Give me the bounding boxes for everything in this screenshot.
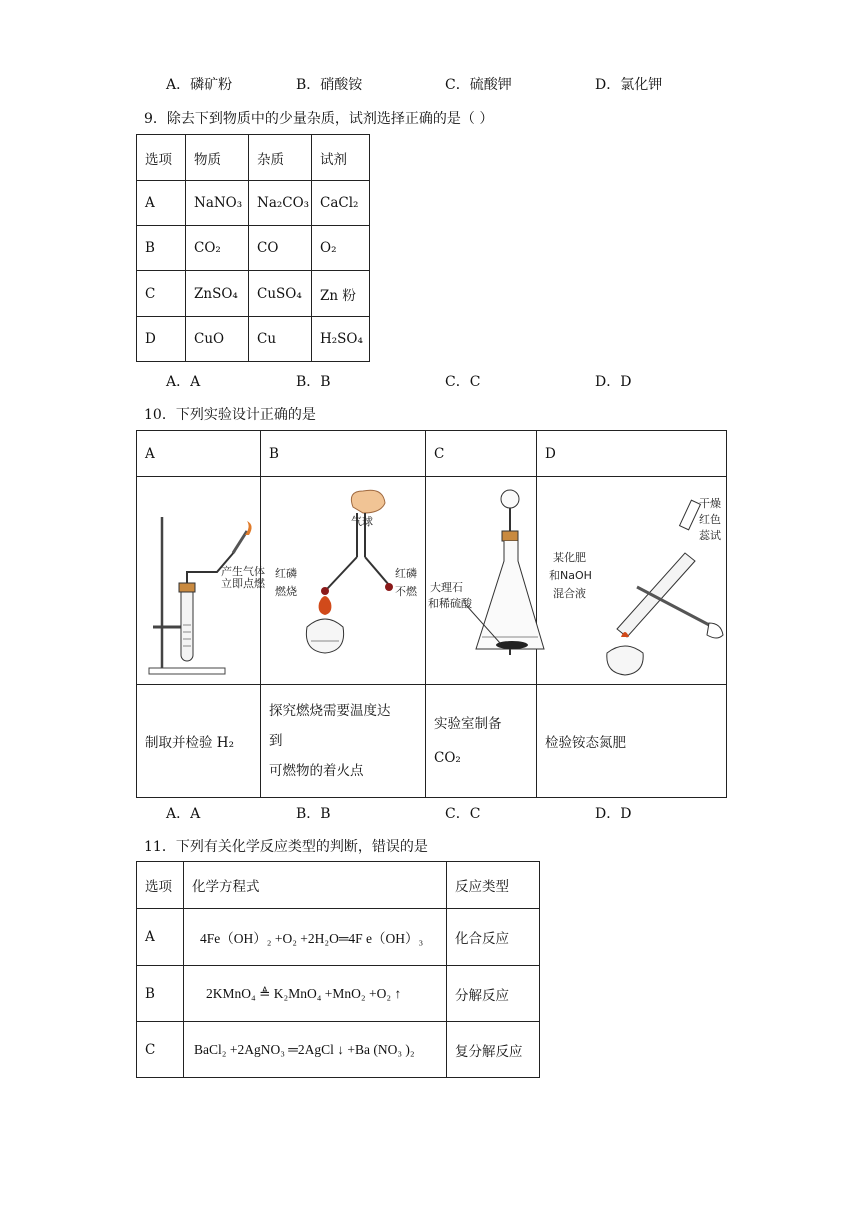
hand [707,623,723,638]
q9-cell: NaNO₃ [186,181,249,226]
q9-cell: CO [249,226,312,271]
q8-option-a: A．磷矿粉 [166,77,233,93]
q9-option-b: B．B [296,374,331,390]
stopper [179,583,195,592]
fig-d-label: 某化肥 [553,551,586,564]
fig-d-label: 和NaOH [549,569,592,582]
q10-header: B [261,431,426,477]
q10-desc-b-line: 可燃物的着火点 [269,763,364,779]
q11-cell: 化合反应 [447,909,540,966]
q11-cell: A [137,909,184,966]
q11-header: 选项 [137,862,184,909]
stand-base [149,668,225,674]
q9-cell: CuSO₄ [249,271,312,317]
q11-cell: B [137,966,184,1022]
alcohol-lamp [607,646,643,675]
q11-header: 化学方程式 [184,862,447,909]
q9-cell: O₂ [312,226,370,271]
table-row [137,226,370,271]
q10-desc-b-line: 探究燃烧需要温度达 [269,703,391,719]
q9-cell: H₂SO₄ [312,317,370,362]
q11-equation: 2KMnO₄ ≜ K₂MnO₄ +MnO₂ +O₂ ↑ [184,966,447,1022]
q11-table [136,861,540,1078]
q10-header-row [137,431,727,477]
q9-title: 9．除去下到物质中的少量杂质，试剂选择正确的是（ ） [144,111,494,127]
q9-option-a: A．A [166,374,201,390]
q9-cell: CuO [186,317,249,362]
fig-d-label: 红色 [699,513,721,526]
flame-icon [319,596,332,615]
funnel-bulb [501,490,519,508]
q9-cell: D [137,317,186,362]
fig-b-label: 红磷 [275,567,297,580]
q9-header-row [137,135,370,181]
table-row [137,317,370,362]
q9-cell: Cu [249,317,312,362]
q9-header: 杂质 [249,135,312,181]
fig-c-cell [426,477,537,685]
fig-d-cell [537,477,727,685]
q8-option-c: C．硫酸钾 [445,77,512,93]
q9-cell: CaCl₂ [312,181,370,226]
table-row [137,271,370,317]
q9-cell: B [137,226,186,271]
q9-option-d: D．D [595,374,632,390]
q10-header: A [137,431,261,477]
test-tube [181,587,193,661]
test-tube [617,553,695,637]
q10-desc-c-line: 实验室制备 [434,716,502,732]
q10-desc-b [261,685,426,798]
fig-c-label: 和稀硫酸 [428,597,472,610]
fig-b-cell [261,477,426,685]
fig-b-label: 红磷 [395,567,417,580]
fig-d-label: 蕊试 [699,529,721,542]
conical-flask [476,541,544,649]
q9-header: 试剂 [312,135,370,181]
q11-cell: C [137,1022,184,1078]
q11-equation: BaCl₂ +2AgNO₃ ═2AgCl ↓ +Ba (NO₃ )₂ [184,1022,447,1078]
q9-cell: Na₂CO₃ [249,181,312,226]
q10-header: D [537,431,727,477]
fig-b-phosphorus-combustion [261,477,425,680]
q10-table [136,430,727,798]
q10-title: 10．下列实验设计正确的是 [144,407,316,423]
fig-a-label: 产生气体 [221,565,265,578]
litmus-paper [680,500,701,530]
q11-header: 反应类型 [447,862,540,909]
q10-figure-row [137,477,727,685]
table-row [137,1022,540,1078]
q10-desc-a: 制取并检验 H₂ [137,685,261,798]
q10-desc-d: 检验铵态氮肥 [537,685,727,798]
q9-option-c: C．C [445,374,481,390]
fig-c-co2-preparation [426,477,536,680]
q11-title: 11．下列有关化学反应类型的判断，错误的是 [144,839,428,855]
q9-header: 物质 [186,135,249,181]
red-phosphorus-right [385,583,393,591]
match [233,531,247,553]
fig-b-label: 气球 [351,515,373,528]
q11-cell: 分解反应 [447,966,540,1022]
q11-header-row [137,862,540,909]
q9-table [136,134,370,362]
q10-option-d: D．D [595,806,632,822]
q9-cell: CO₂ [186,226,249,271]
q10-desc-c-line: CO₂ [434,750,461,766]
fig-a-hydrogen-test-apparatus [137,477,265,680]
q9-cell: A [137,181,186,226]
q9-header: 选项 [137,135,186,181]
table-row [137,181,370,226]
q10-desc-row [137,685,727,798]
fig-a-cell [137,477,265,685]
q8-option-b: B．硝酸铵 [296,77,363,93]
q9-cell: Zn 粉 [312,271,370,317]
q10-desc-c [426,685,537,798]
balloon [351,490,385,513]
q11-equation: 4Fe（OH）₂ +O₂ +2H₂O═4F e（OH）₃ [184,909,447,966]
q10-option-b: B．B [296,806,331,822]
stopper [502,531,518,541]
table-row [137,909,540,966]
q11-cell: 复分解反应 [447,1022,540,1078]
q9-cell: ZnSO₄ [186,271,249,317]
q10-header: C [426,431,537,477]
fig-c-label: 大理石 [430,581,463,594]
fig-a-label: 立即点燃 [221,577,265,590]
marble-chips [496,641,528,649]
q10-option-a: A．A [166,806,201,822]
table-row [137,966,540,1022]
alcohol-lamp [306,619,343,653]
red-phosphorus-left [321,587,329,595]
q10-desc-b-line: 到 [269,733,283,749]
fig-b-label: 不燃 [395,585,417,598]
fig-d-label: 干燥 [699,497,721,510]
fig-d-ammonium-test [537,477,726,680]
fig-b-label: 燃烧 [275,585,297,598]
q10-option-c: C．C [445,806,481,822]
fig-d-label: 混合液 [553,587,586,600]
q8-option-d: D．氯化钾 [595,77,663,93]
q9-cell: C [137,271,186,317]
